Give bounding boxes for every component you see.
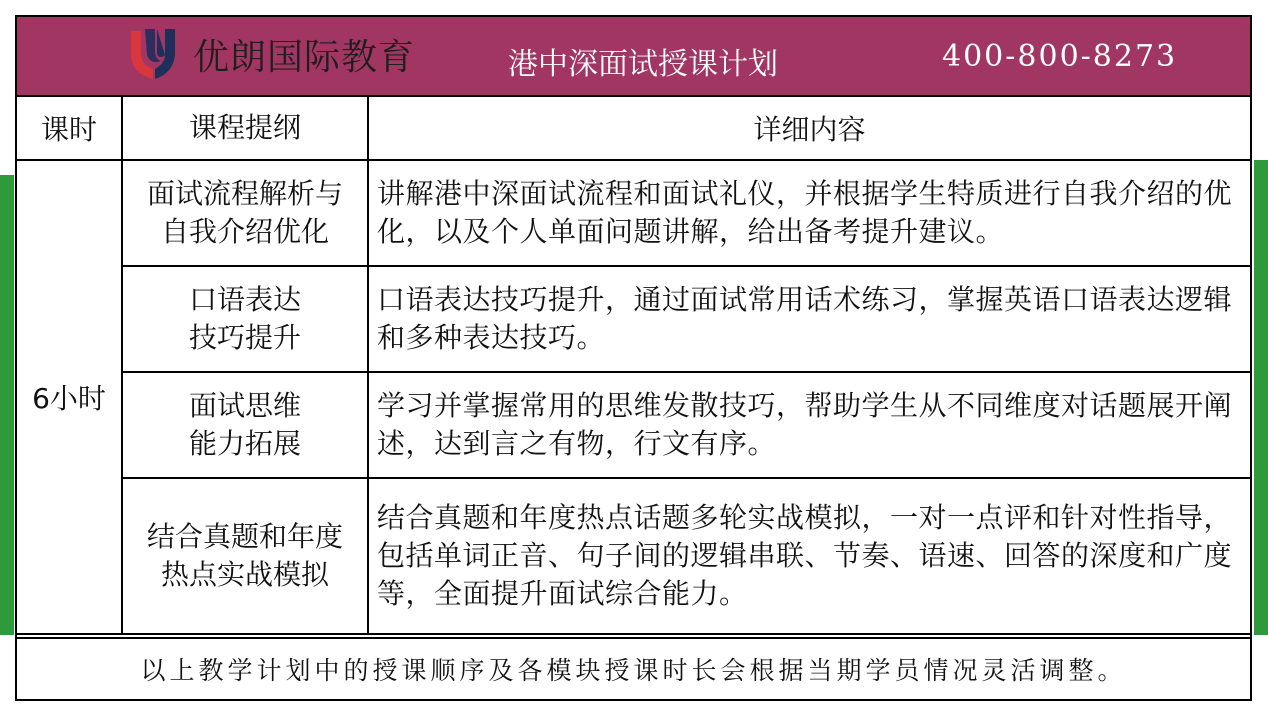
detail-cell: 讲解港中深面试流程和面试礼仪，并根据学生特质进行自我介绍的优化，以及个人单面问题讲解，给出备考提升建议。 — [368, 160, 1250, 266]
phone-number: 400-800-8273 — [942, 39, 1178, 74]
table-row — [17, 266, 1250, 372]
header-banner — [17, 17, 1250, 97]
outline-line: 技巧提升 — [188, 321, 301, 354]
outline-line: 自我介绍优化 — [160, 215, 329, 248]
right-green-edge — [1254, 160, 1268, 635]
outline-cell — [122, 160, 368, 266]
table-header-row — [17, 97, 1250, 160]
table-row — [17, 160, 1250, 266]
detail-cell: 结合真题和年度热点话题多轮实战模拟，一对一点评和针对性指导，包括单词正音、句子间的逻辑串联、节奏、语速、回答的深度和广度等，全面提升面试综合能力。 — [368, 478, 1250, 634]
outline-line: 结合真题和年度 — [146, 520, 343, 553]
left-green-edge — [0, 175, 14, 635]
detail-cell: 口语表达技巧提升，通过面试常用话术练习，掌握英语口语表达逻辑和多种表达技巧。 — [368, 266, 1250, 372]
detail-cell: 学习并掌握常用的思维发散技巧，帮助学生从不同维度对话题展开阐述，达到言之有物，行文有序。 — [368, 372, 1250, 478]
outline-line: 面试思维 — [188, 389, 301, 422]
shield-u-logo-icon — [127, 25, 179, 81]
outline-line: 热点实战模拟 — [160, 558, 329, 591]
course-plan-table — [17, 97, 1250, 635]
outline-line: 面试流程解析与 — [146, 177, 343, 210]
plan-title: 港中深面试授课计划 — [508, 47, 778, 82]
hours-cell: 6小时 — [17, 160, 122, 634]
course-plan-sheet — [15, 15, 1252, 701]
outline-cell — [122, 266, 368, 372]
outline-line: 口语表达 — [188, 283, 301, 316]
table-row — [17, 372, 1250, 478]
outline-cell — [122, 372, 368, 478]
table-row — [17, 478, 1250, 634]
outline-cell — [122, 478, 368, 634]
outline-line: 能力拓展 — [188, 427, 301, 460]
brand-name: 优朗国际教育 — [193, 37, 416, 78]
column-header-outline: 课程提纲 — [122, 97, 368, 160]
column-header-hours: 课时 — [17, 97, 122, 160]
column-header-detail: 详细内容 — [368, 97, 1250, 160]
footer-note: 以上教学计划中的授课顺序及各模块授课时长会根据当期学员情况灵活调整。 — [17, 637, 1250, 699]
